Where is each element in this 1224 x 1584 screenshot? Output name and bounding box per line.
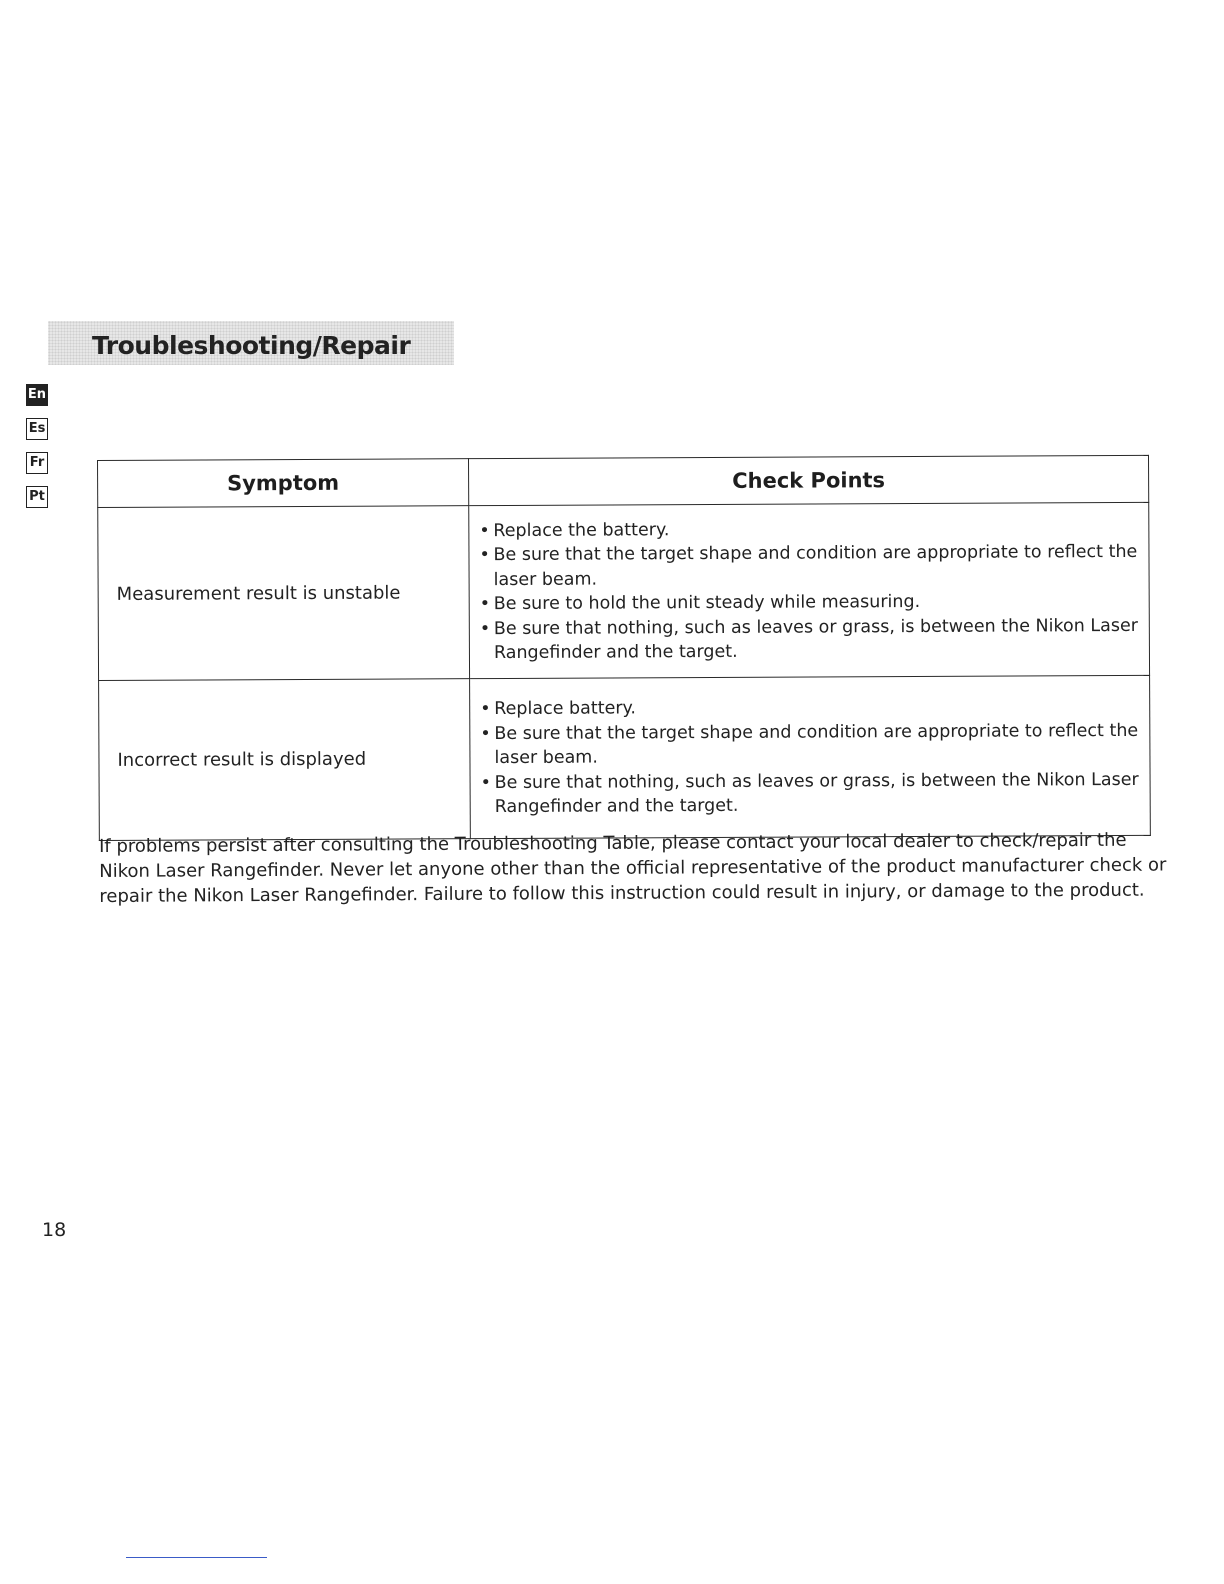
language-tabs bbox=[26, 384, 52, 520]
section-heading-band bbox=[48, 321, 454, 365]
check-point-item: • Be sure that the target shape and condition are appropriate to reflect the laser beam. bbox=[479, 540, 1138, 592]
repair-notice-paragraph: If problems persist after consulting the Troubleshooting Table, please contact your local dealer to check/repair the Nikon Laser Rangefinder. Never let anyone other than the official representative of the product manufacturer check or repair the Nikon Laser Rangefinder. Failure to follow this instruction could result in injury, or damage to the product. bbox=[99, 829, 1167, 907]
lang-tab-en[interactable]: En bbox=[26, 384, 48, 406]
check-points-cell bbox=[470, 675, 1151, 838]
page-number: 18 bbox=[42, 1219, 67, 1241]
scan-artifact-line bbox=[126, 1557, 267, 1558]
symptom-cell: Measurement result is unstable bbox=[98, 506, 470, 681]
lang-tab-fr[interactable]: Fr bbox=[26, 452, 48, 474]
check-point-item: • Replace battery. bbox=[480, 694, 1139, 722]
header-symptom: Symptom bbox=[98, 459, 469, 508]
header-check-points: Check Points bbox=[468, 455, 1148, 505]
check-point-item: • Be sure that nothing, such as leaves or grass, is between the Nikon Laser Rangefinder and the target. bbox=[480, 613, 1139, 665]
check-point-item: • Be sure to hold the unit steady while measuring. bbox=[480, 589, 1139, 617]
check-point-item: • Be sure that nothing, such as leaves or grass, is between the Nikon Laser Rangefinder and the target. bbox=[481, 768, 1140, 820]
lang-tab-pt[interactable]: Pt bbox=[26, 486, 48, 508]
table-header-row bbox=[98, 455, 1149, 507]
symptom-cell: Incorrect result is displayed bbox=[99, 679, 471, 841]
check-point-item: • Be sure that the target shape and condition are appropriate to reflect the laser beam. bbox=[480, 719, 1139, 771]
lang-tab-es[interactable]: Es bbox=[26, 418, 48, 440]
table-row bbox=[99, 675, 1151, 840]
page-title: Troubleshooting/Repair bbox=[92, 331, 411, 360]
troubleshooting-table bbox=[97, 455, 1151, 841]
check-points-list bbox=[479, 515, 1139, 665]
check-point-item: • Replace the battery. bbox=[479, 515, 1138, 543]
check-points-list bbox=[480, 694, 1140, 820]
check-points-cell bbox=[469, 502, 1150, 678]
table-row bbox=[98, 502, 1150, 680]
